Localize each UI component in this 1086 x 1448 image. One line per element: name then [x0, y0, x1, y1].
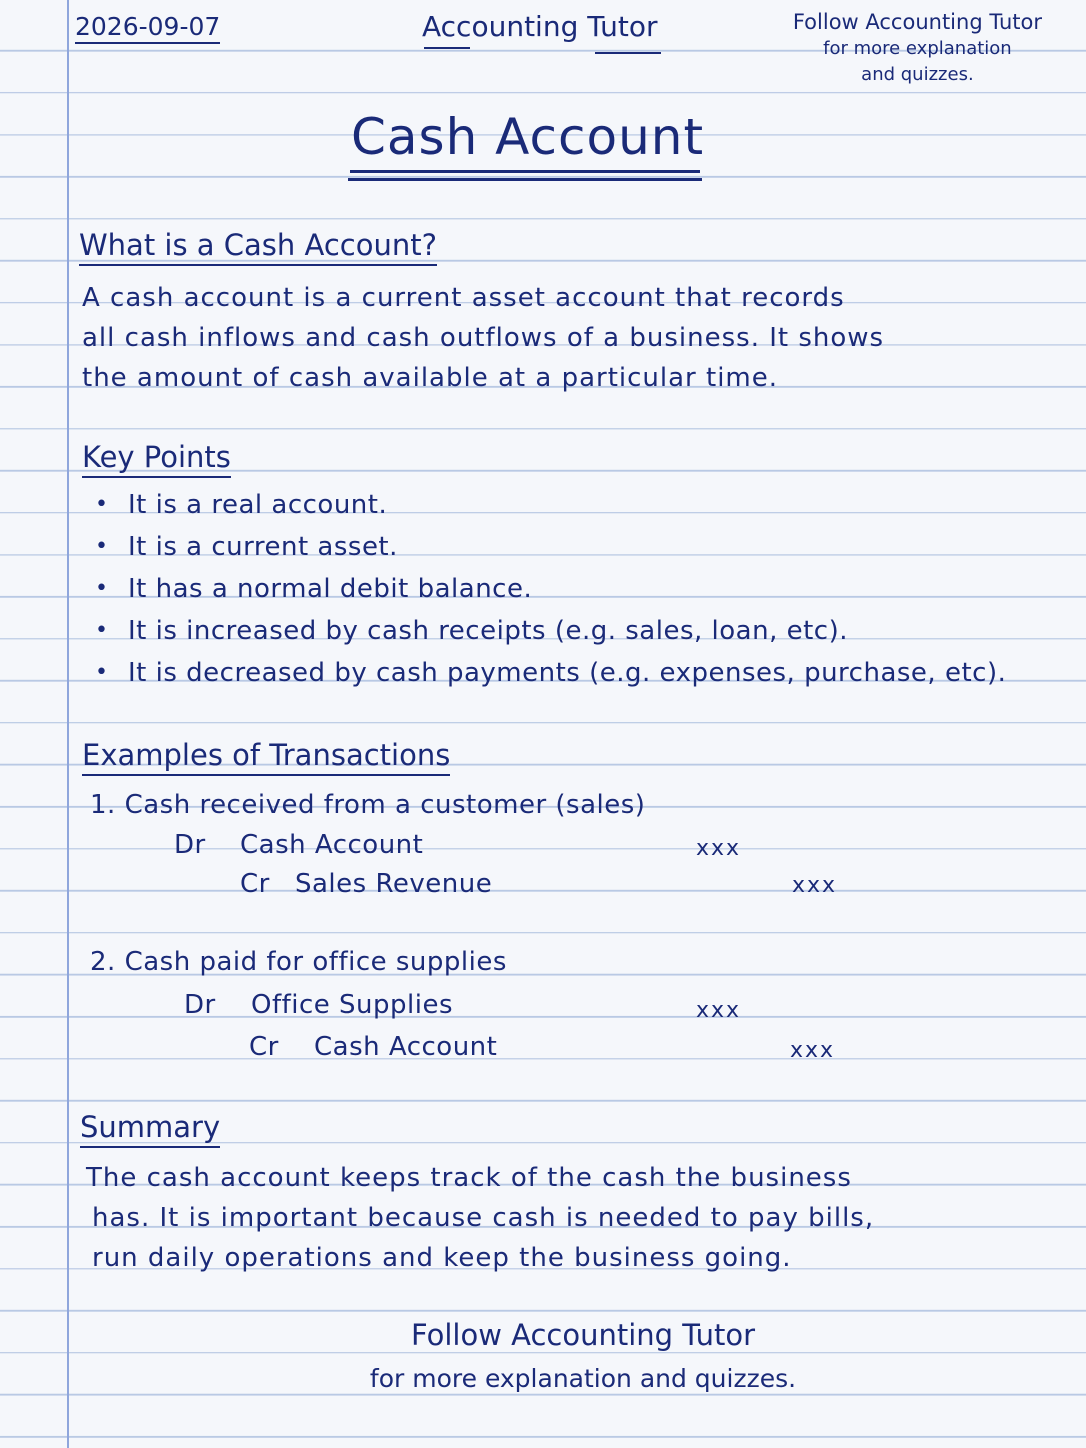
bullet-icon: • [95, 576, 109, 601]
follow-note-line: Follow Accounting Tutor [792, 10, 1042, 34]
debit-amount: xxx [696, 836, 742, 861]
bullet-icon: • [95, 618, 109, 643]
list-item-text: It is a real account. [128, 490, 388, 520]
debit-account: Cash Account [240, 830, 424, 860]
title-underline [350, 170, 700, 173]
follow-note-top [793, 8, 1042, 88]
list-item [95, 610, 1006, 652]
list-item-text: It is a current asset. [128, 532, 398, 562]
brand-title: Accounting Tutor [422, 10, 658, 43]
section-heading-examples: Examples of Transactions [82, 738, 450, 776]
paragraph-line: has. It is important because cash is needed to pay bills, [92, 1203, 875, 1233]
section-heading-what-is: What is a Cash Account? [79, 228, 437, 266]
example-title: 1. Cash received from a customer (sales) [90, 790, 646, 820]
page-title: Cash Account [351, 108, 705, 166]
list-item [95, 652, 1006, 694]
credit-label: Cr [240, 869, 270, 899]
list-item [95, 484, 1006, 526]
bullet-icon: • [95, 660, 109, 685]
date-label: 2026-09-07 [75, 12, 220, 44]
list-item [95, 568, 1006, 610]
follow-note-bottom [0, 1315, 1086, 1403]
footer-line: for more explanation and quizzes. [369, 1364, 797, 1393]
follow-note-line: for more explanation [823, 38, 1012, 59]
credit-account: Cash Account [314, 1032, 498, 1062]
example-title: 2. Cash paid for office supplies [90, 947, 507, 977]
paragraph-line: A cash account is a current asset account that records [82, 283, 845, 313]
debit-label: Dr [184, 990, 216, 1020]
section-paragraph-what-is [82, 278, 884, 398]
paragraph-line: the amount of cash available at a particular time. [82, 363, 779, 393]
list-item [95, 526, 1006, 568]
notebook-margin-line [67, 0, 69, 1448]
section-heading-key-points: Key Points [82, 440, 231, 478]
section-heading-summary: Summary [80, 1110, 220, 1148]
list-item-text: It is increased by cash receipts (e.g. sales, loan, etc). [128, 616, 849, 646]
paragraph-line: The cash account keeps track of the cash the business [86, 1163, 852, 1193]
debit-label: Dr [174, 830, 206, 860]
paragraph-line: run daily operations and keep the business going. [92, 1243, 792, 1273]
debit-amount: xxx [696, 998, 742, 1023]
title-underline [348, 178, 702, 181]
bullet-icon: • [95, 534, 109, 559]
key-points-list [95, 484, 1006, 694]
credit-label: Cr [249, 1032, 279, 1062]
paragraph-line: all cash inflows and cash outflows of a business. It shows [82, 323, 885, 353]
brand-underline [424, 47, 470, 49]
debit-account: Office Supplies [251, 990, 454, 1020]
list-item-text: It has a normal debit balance. [128, 574, 533, 604]
credit-amount: xxx [790, 1038, 836, 1063]
bullet-icon: • [95, 492, 109, 517]
footer-line: Follow Accounting Tutor [410, 1318, 756, 1352]
credit-account: Sales Revenue [295, 869, 493, 899]
brand-underline [595, 52, 661, 54]
follow-note-line: and quizzes. [861, 64, 974, 85]
list-item-text: It is decreased by cash payments (e.g. expenses, purchase, etc). [128, 658, 1007, 688]
section-paragraph-summary [86, 1158, 874, 1278]
credit-amount: xxx [792, 873, 838, 898]
